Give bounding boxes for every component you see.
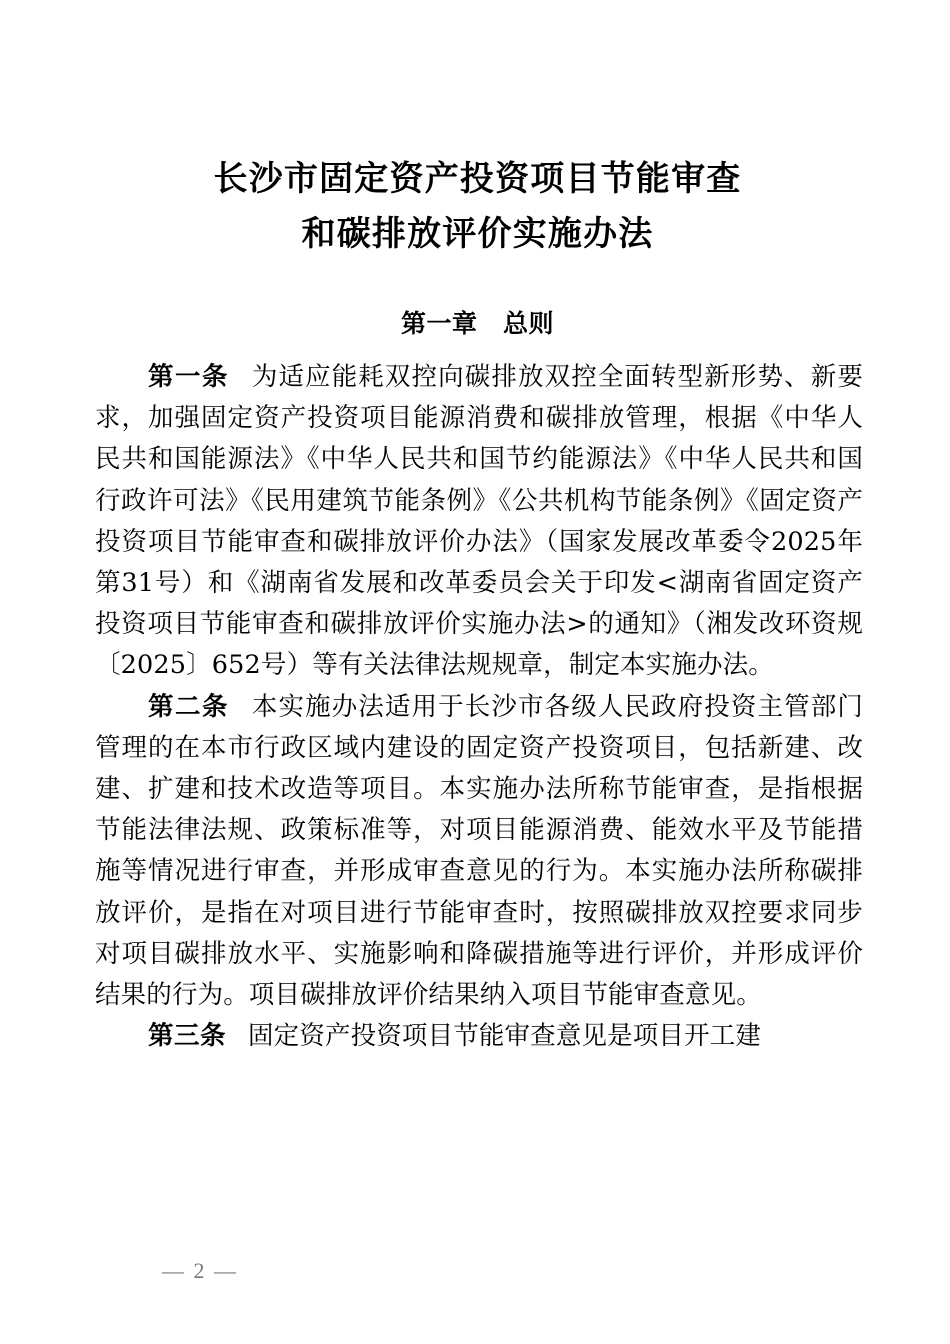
article-paragraph-2 — [95, 687, 863, 1017]
page-title-line-1: 长沙市固定资产投资项目节能审查 — [213, 160, 742, 198]
article-marker-3: 第三条 — [148, 1022, 227, 1051]
article-paragraph-3 — [95, 1016, 863, 1057]
article-text-1: 为适应能耗双控向碳排放双控全面转型新形势、新要求，加强固定资产投资项目能源消费和碳排放管理，根据《中华人民共和国能源法》《中华人民共和国节约能源法》《中华人民共和国行政许可法》《民用建筑节能条例》《公共机构节能条例》《固定资产投资项目节能审查和碳排放评价办法》（国家发展改革委令2025年第31号）和《湖南省发展和改革委员会关于印发<湖南省固定资产投资项目节能审查和碳排放评价实施办法>的通知》（湘发改环资规〔2025〕652号）等有关法律法规规章，制定本实施办法。 — [95, 362, 863, 681]
page-title — [95, 152, 860, 262]
article-marker-2: 第二条 — [148, 692, 229, 721]
page-title-line-2: 和碳排放评价实施办法 — [301, 215, 654, 253]
chapter-heading: 第一章 总则 — [400, 310, 554, 338]
article-marker-1: 第一条 — [148, 363, 229, 391]
document-body — [95, 357, 863, 1057]
article-text-3: 固定资产投资项目节能审查意见是项目开工建 — [248, 1021, 762, 1052]
page-number-footer: — 2 — — [162, 1258, 238, 1283]
article-paragraph-1 — [95, 357, 863, 687]
article-text-2: 本实施办法适用于长沙市各级人民政府投资主管部门管理的在本市行政区域内建设的固定资产投资项目，包括新建、改建、扩建和技术改造等项目。本实施办法所称节能审查，是指根据节能法律法规、政策标准等，对项目能源消费、能效水平及节能措施等情况进行审查，并形成审查意见的行为。本实施办法所称碳排放评价，是指在对项目进行节能审查时，按照碳排放双控要求同步对项目碳排放水平、实施影响和降碳措施等进行评价，并形成评价结果的行为。项目碳排放评价结果纳入项目节能审查意见。 — [95, 691, 863, 1011]
